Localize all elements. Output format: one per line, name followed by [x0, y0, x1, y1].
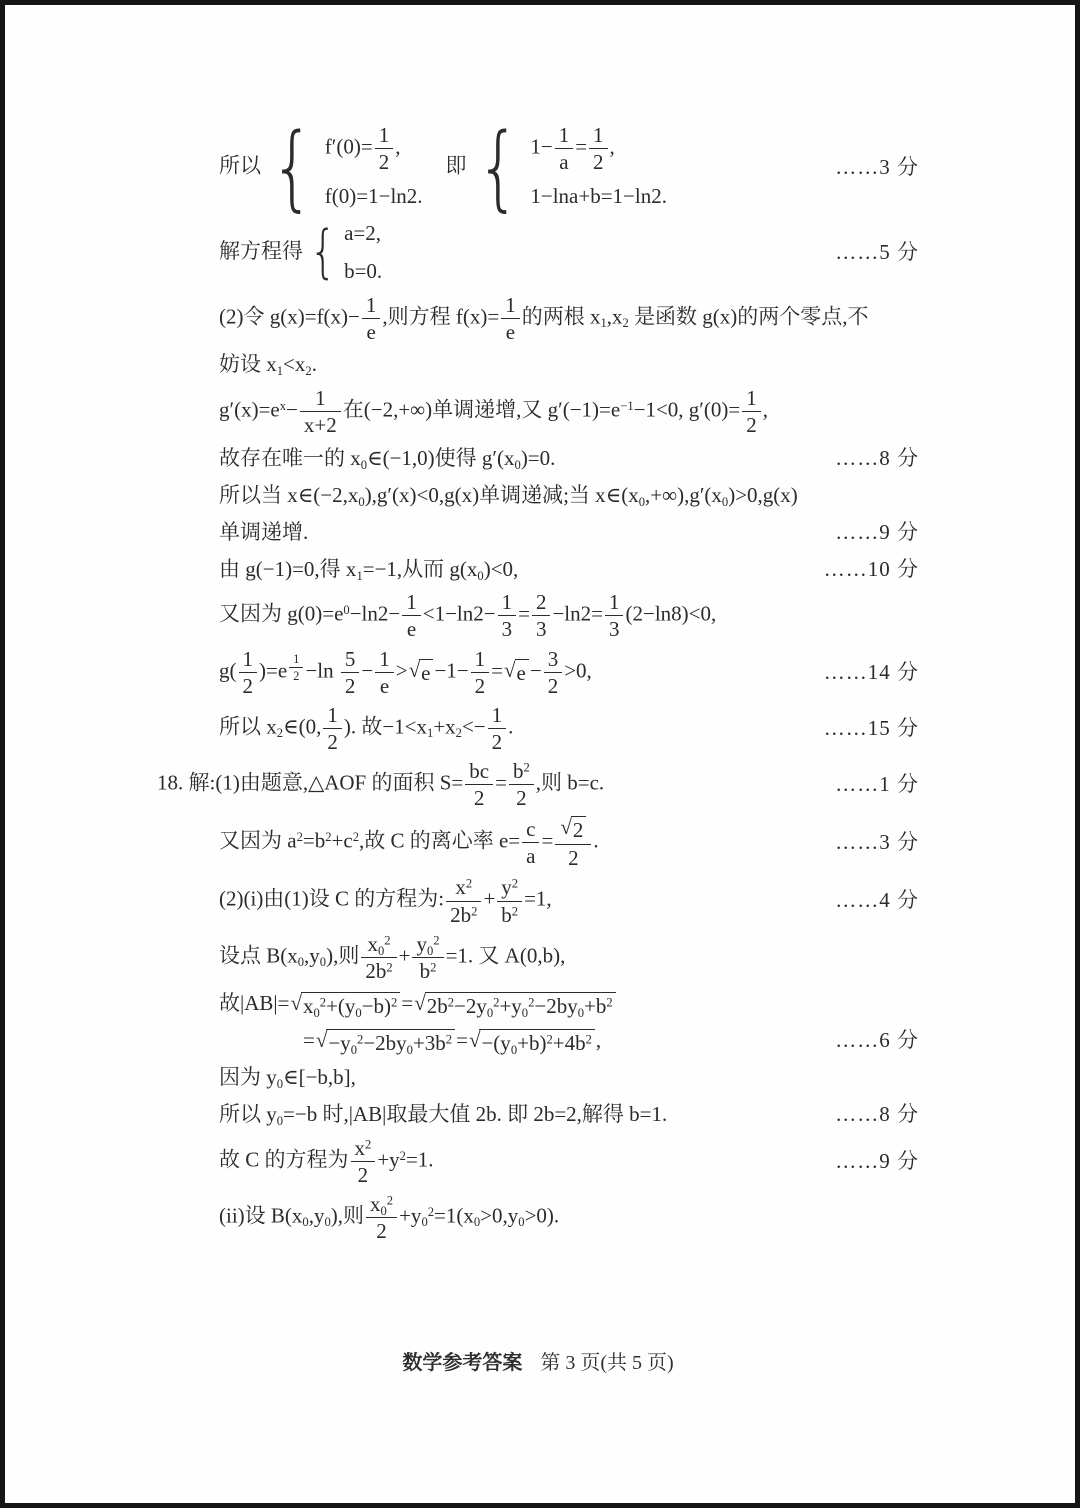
score-marker: ……9 分	[835, 519, 919, 544]
radical-sign: √	[468, 1027, 481, 1052]
score-marker: ……4 分	[835, 888, 919, 913]
cases-brace: {	[309, 218, 337, 285]
score-marker: ……14 分	[823, 659, 919, 684]
score-marker: ……15 分	[823, 715, 919, 740]
radical-sign: √	[414, 990, 426, 1015]
page-footer	[157, 1346, 919, 1375]
score-marker: ……9 分	[835, 1148, 919, 1173]
math-content: 设点 B(x0,y0),则 $\frac{x0^2}{2b^2}$ + $\frac{y0^2}{b^2}$ =1. 又 A(0,b),	[219, 931, 566, 983]
math-line	[157, 703, 919, 754]
math-content: 又因为 $g(0)=e^0-\ln 2-$ $\frac{1}{e}$ <1−ln2− $\frac{1}{3}$ = $\frac{2}{3}$ −ln2= $\frac{1}{3}$ (2−ln8)<0,	[219, 590, 717, 642]
math-line	[157, 1099, 919, 1131]
math-content: (2)(i)由(1)设 C 的方程为: $\frac{x^2}{2b^2}$ + $\frac{y^2}{b^2}$ =1,	[219, 875, 552, 927]
math-line	[157, 1062, 919, 1094]
radical-sign: √	[290, 990, 302, 1015]
footer-title: 数学参考答案	[402, 1352, 523, 1374]
math-content: $g'(x)=e^x-$ $\frac{1}{x+2}$ 在(−2,+∞)单调递增,又 $g'(-1)=e^{-1}-1<0$, g′(0)= $\frac{1}{2}$ ,	[219, 386, 768, 438]
math-content: = √ $-y0^2-2by0+3b^2$ = √ $-(y0+b)^2+4b^2$ ,	[303, 1027, 602, 1057]
math-content: 所以 x2∈(0, $\frac{1}{2}$ ). 故−1<x1+x2<− $\frac{1}{2}$ .	[219, 702, 514, 755]
math-line	[157, 113, 919, 221]
math-content: 所以 { f′(0)= $\frac{1}{2}$ , f(0)=1−ln2. 即 { 1− $\frac{1}{a}$ = $\frac{1}{2}$ , 1−lna+b=1−ln2.	[219, 113, 667, 221]
math-content: g( $\frac{1}{2}$ )=e $^{\frac{1}{2}}$ −ln $\frac{5}{2}$ − $\frac{1}{e}$ > √ e −1− $\frac{1}{2}$ = √ e − $\frac{3}{2}$ >0,	[219, 646, 592, 698]
cases-brace: {	[270, 113, 315, 221]
math-content: 所以 y0=−b 时,|AB|取最大值 2b. 即 2b=2,解得 b=1.	[219, 1102, 668, 1128]
score-marker: ……1 分	[835, 772, 919, 797]
math-line	[157, 815, 919, 870]
math-content: 故 C 的方程为 $\frac{x^2}{2}$ $+y^2=1$.	[219, 1135, 434, 1188]
math-content: 故|AB|= √ $x0^2+(y0-b)^2$ = √ $2b^2-2y0^2+y0^2-2by0+b^2$	[219, 988, 617, 1020]
radical-sign: √	[315, 1027, 328, 1052]
math-content: 妨设 x1<x2.	[219, 352, 317, 379]
math-line	[157, 553, 919, 585]
math-line	[157, 759, 919, 810]
math-content: 18. 解:(1)由题意,△AOF 的面积 S= $\frac{bc}{2}$ = $\frac{b^2}{2}$ ,则 b=c.	[157, 759, 605, 811]
math-line	[157, 1136, 919, 1187]
math-content: 故存在唯一的 x0∈(−1,0)使得 g′(x0)=0.	[219, 445, 556, 472]
math-line	[157, 293, 919, 344]
math-line	[157, 988, 919, 1020]
score-marker: ……8 分	[835, 445, 919, 470]
math-content: (2)令 g(x)=f(x)− $\frac{1}{e}$ ,则方程 f(x)= $\frac{1}{e}$ 的两根 x1,x2 是函数 g(x)的两个零点,不	[219, 292, 869, 344]
footer-page-number: 第 3 页(共 5 页)	[540, 1352, 674, 1374]
math-line	[157, 590, 919, 641]
math-content: 解方程得 { a=2, b=0.	[219, 218, 383, 285]
math-line	[157, 647, 919, 698]
math-line	[157, 479, 919, 511]
score-marker: ……3 分	[835, 830, 919, 855]
radical-sign: √	[503, 657, 516, 682]
score-marker: ……8 分	[835, 1102, 919, 1127]
score-marker: ……5 分	[835, 240, 919, 265]
cases-brace: {	[475, 113, 521, 221]
math-line	[157, 875, 919, 926]
math-line	[157, 386, 919, 437]
document-body	[157, 113, 919, 1249]
radical-sign: √	[408, 657, 421, 682]
math-content: 由 g(−1)=0,得 x1=−1,从而 g(x0)<0,	[219, 556, 519, 583]
math-content: (ii)设 B(x0,y0),则 $\frac{x0^2}{2}$ $+y0^2=1(x0>0,y0>0)$.	[219, 1192, 560, 1244]
math-line	[157, 1192, 919, 1243]
math-line	[157, 218, 919, 288]
score-marker: ……10 分	[823, 556, 919, 581]
math-content: 所以当 x∈(−2,x0),g′(x)<0,g(x)单调递减;当 x∈(x0,+∞),g′(x0)>0,g(x)	[219, 482, 798, 509]
math-line	[157, 516, 919, 548]
math-content: 因为 y0∈[−b,b],	[219, 1065, 356, 1091]
math-content: 单调递增.	[219, 519, 309, 544]
radical-sign: √	[560, 815, 572, 840]
score-marker: ……6 分	[835, 1028, 919, 1053]
math-content: 又因为 $a^2=b^2+c^2$,故 C 的离心率 e= $\frac{c}{a}$ = √ 2 2 .	[219, 815, 599, 871]
math-line	[157, 442, 919, 474]
math-line	[157, 349, 919, 381]
math-line	[157, 1025, 919, 1057]
score-marker: ……3 分	[835, 155, 919, 180]
math-line	[157, 932, 919, 983]
